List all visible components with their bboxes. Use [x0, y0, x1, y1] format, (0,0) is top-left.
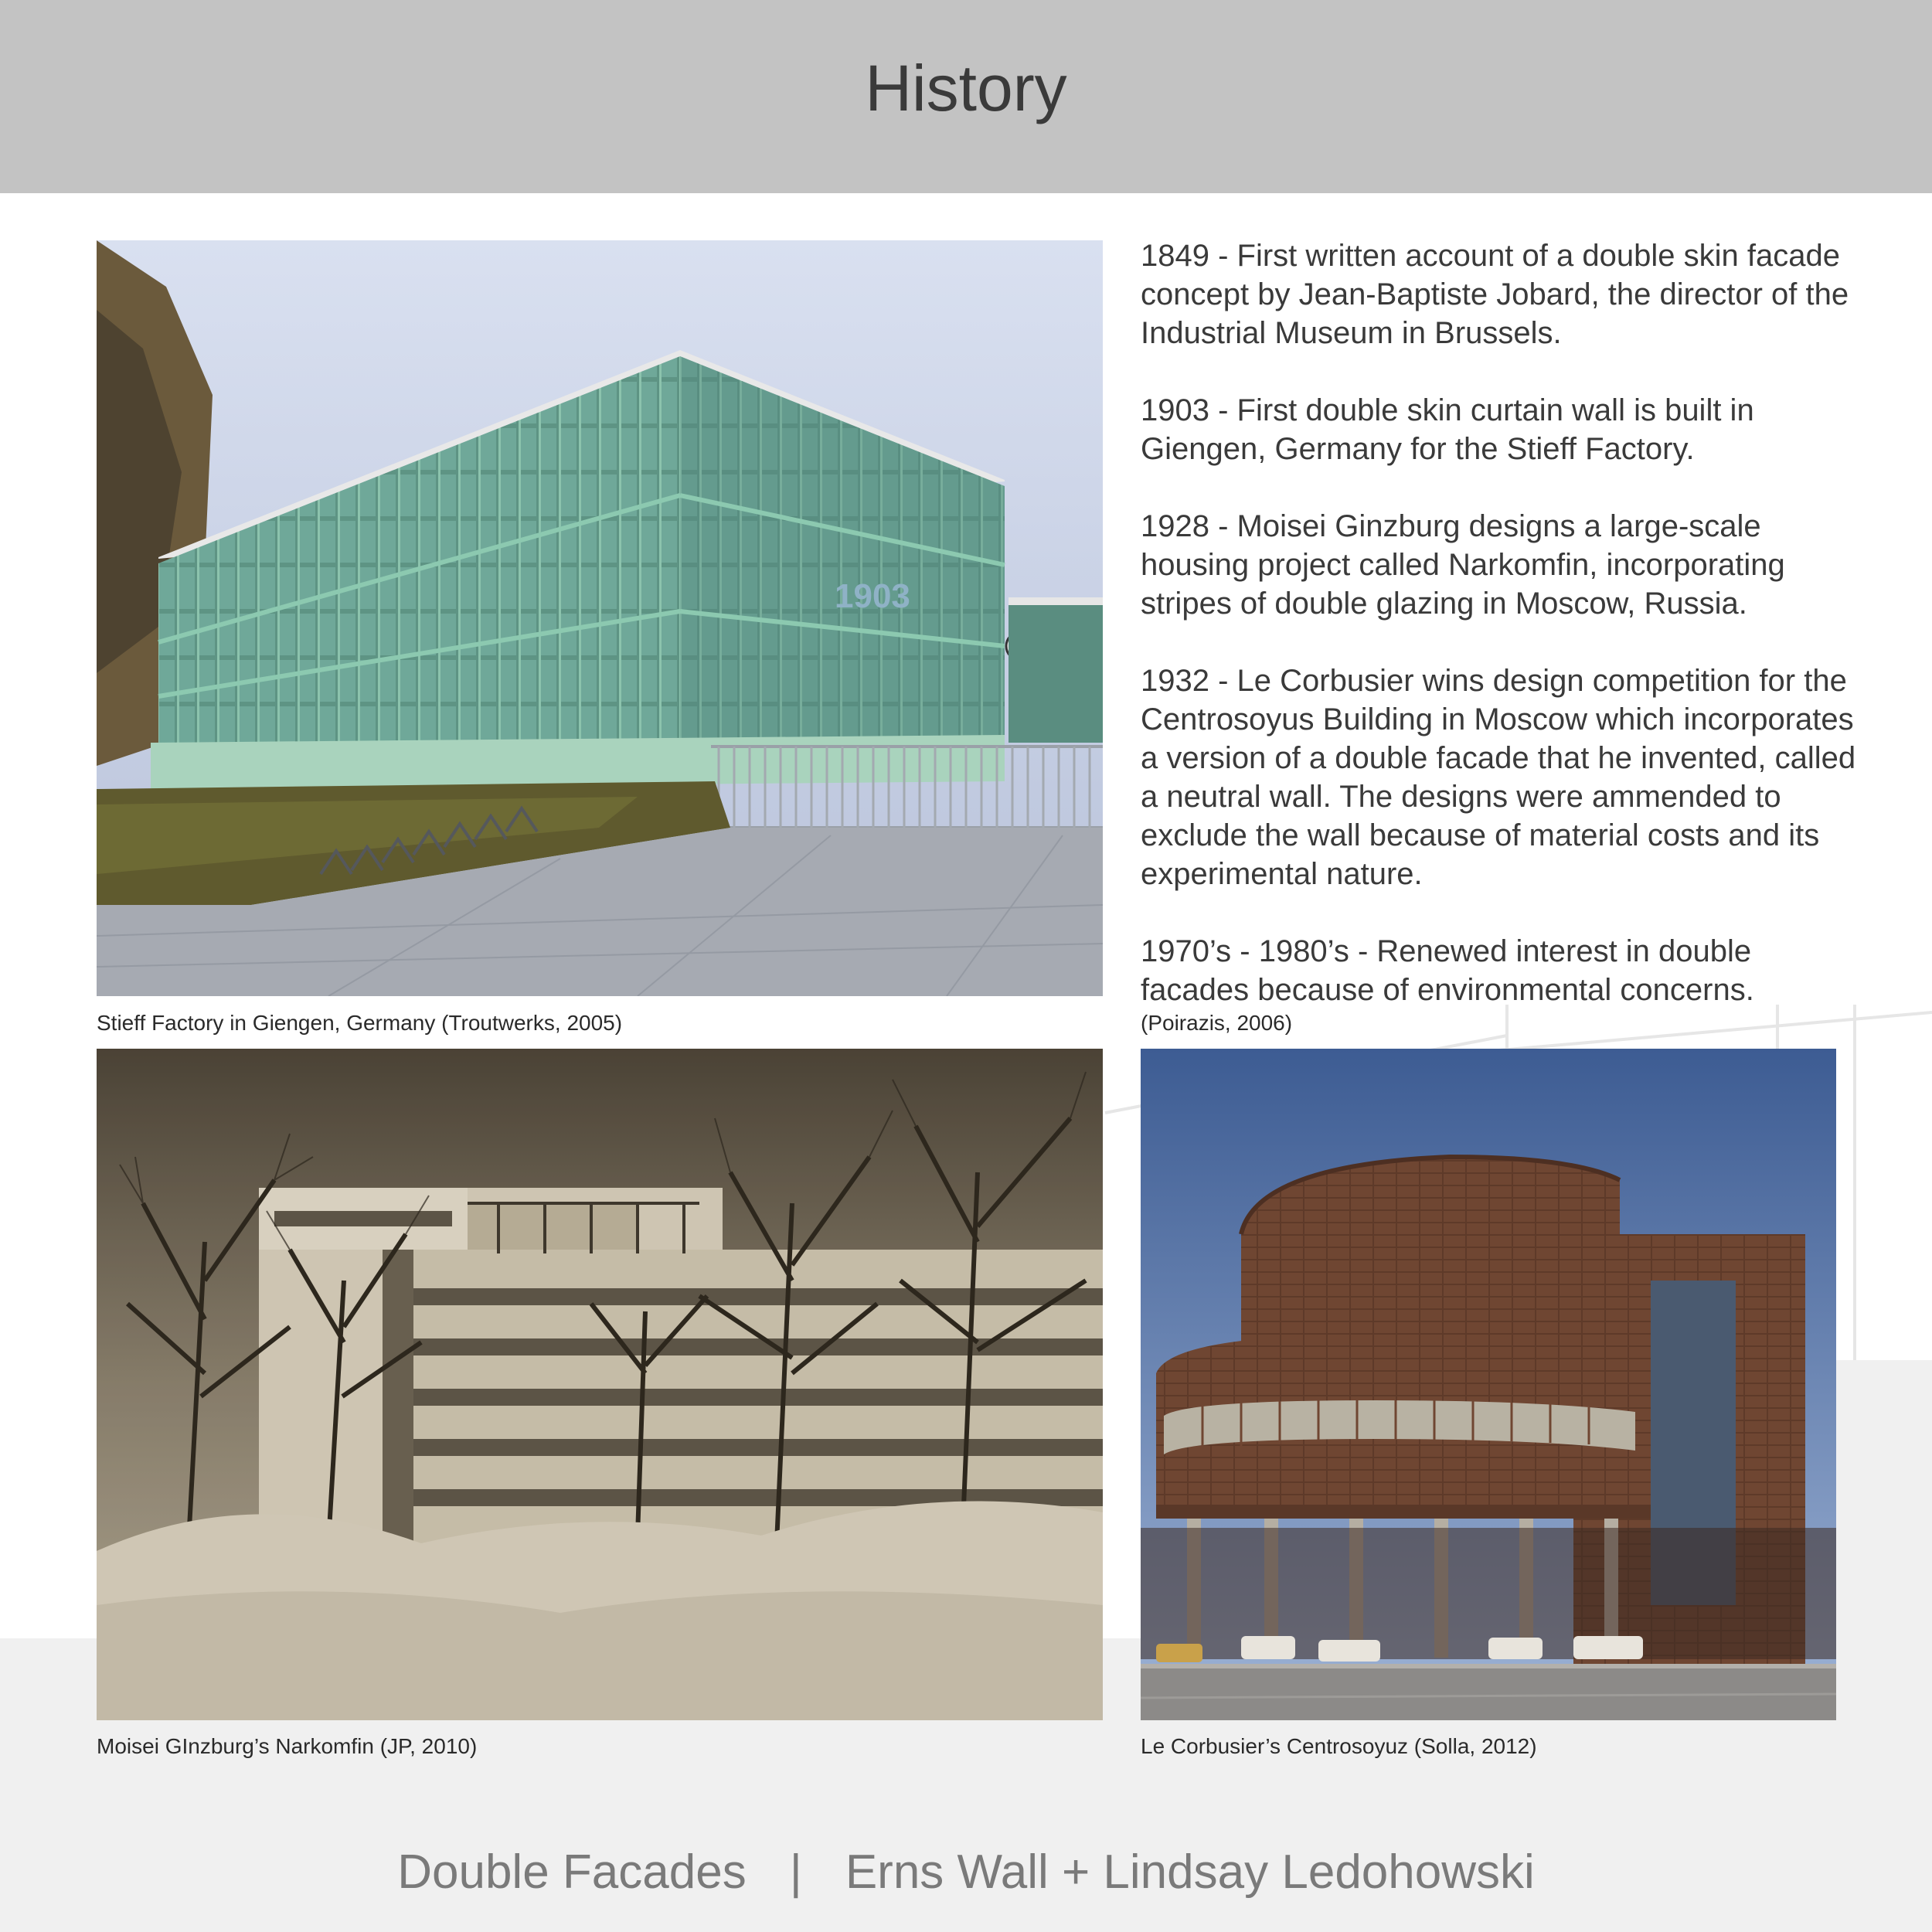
svg-text:1903: 1903: [835, 577, 910, 615]
stieff-factory-caption: Stieff Factory in Giengen, Germany (Troutwerks, 2005): [97, 1011, 623, 1035]
project-title: Double Facades: [397, 1845, 747, 1899]
footer-separator: |: [789, 1845, 802, 1899]
stieff-factory-photo: [97, 240, 1103, 996]
footer-credits: [0, 1845, 1932, 1899]
timeline-entry-1849: 1849 - First written account of a double skin facade concept by Jean-Baptiste Jobard, the director of the Industrial Museum in Brussels.: [1141, 239, 1849, 350]
timeline-entry-1932: 1932 - Le Corbusier wins design competition for the Centrosoyus Building in Moscow which incorporates a version of a double facade that he invented, called a neutral wall. The designs were ammended to exclude the wall because of material costs and its experimental nature.: [1141, 664, 1856, 891]
header-band: [0, 0, 1932, 193]
centrosoyuz-photo: [1141, 1049, 1836, 1720]
page-title: History: [865, 52, 1067, 124]
narkomfin-caption: Moisei GInzburg’s Narkomfin (JP, 2010): [97, 1734, 478, 1758]
centrosoyuz-caption: Le Corbusier’s Centrosoyuz (Solla, 2012): [1141, 1734, 1537, 1758]
timeline-entry-1903: 1903 - First double skin curtain wall is built in Giengen, Germany for the Stieff Factory.: [1141, 393, 1754, 466]
history-timeline: [1141, 236, 1867, 1048]
authors: Erns Wall + Lindsay Ledohowski: [845, 1845, 1535, 1899]
narkomfin-photo: [97, 1049, 1103, 1720]
timeline-source-citation: (Poirazis, 2006): [1141, 1011, 1293, 1035]
timeline-entry-1928: 1928 - Moisei Ginzburg designs a large-scale housing project called Narkomfin, incorporating stripes of double glazing in Moscow, Russia.: [1141, 509, 1785, 621]
timeline-entry-1970s: 1970’s - 1980’s - Renewed interest in double facades because of environmental concerns.: [1141, 934, 1754, 1007]
